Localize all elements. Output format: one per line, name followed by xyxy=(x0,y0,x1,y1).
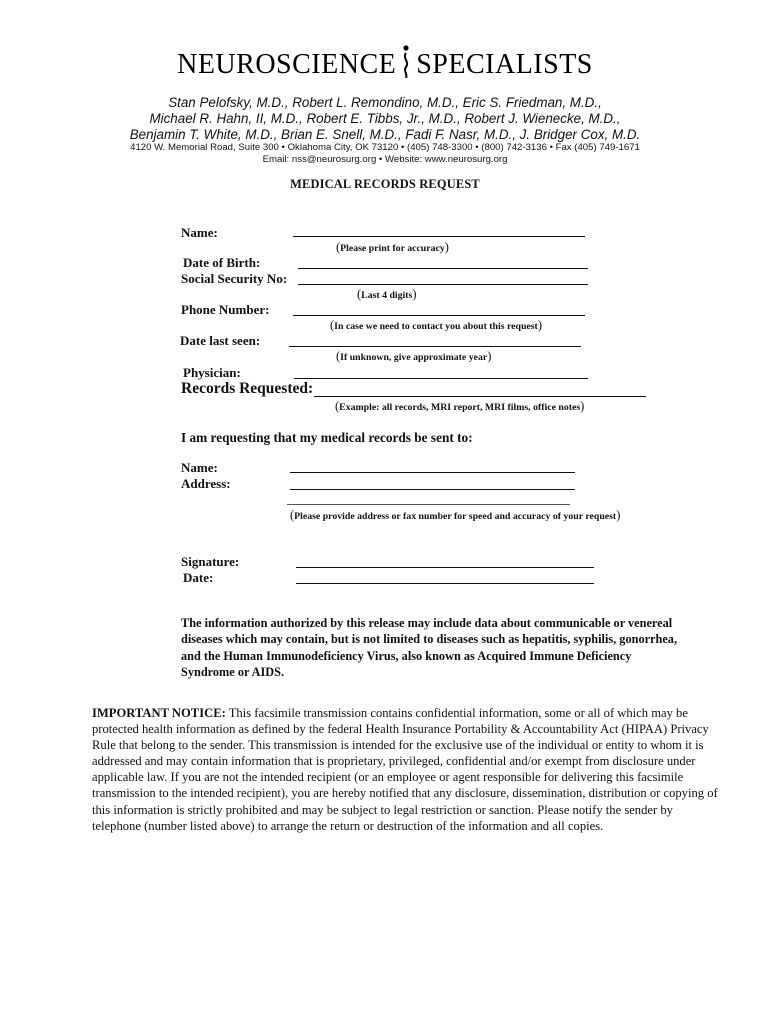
name-field[interactable] xyxy=(293,236,585,237)
logo-text-right: SPECIALISTS xyxy=(416,49,593,80)
date-field[interactable] xyxy=(296,583,594,584)
letterhead-logo xyxy=(0,48,770,82)
spine-logo-icon xyxy=(400,44,412,78)
date-label: Date: xyxy=(183,570,214,585)
disclosure-text: The information authorized by this release may include data about communicable or venereal diseases which may contain, but is not limited to diseases such as hepatitis, syphilis, gonorrhea, and the Human Immunodeficiency Virus, also known as Acquired Immune Deficiency Syndrome or AIDS. xyxy=(181,616,678,679)
doctor-line-3: Benjamin T. White, M.D., Brian E. Snell, M.D., Fadi F. Nasr, M.D., J. Bridger Cox, M.D. xyxy=(129,127,641,142)
notice-heading: IMPORTANT NOTICE: xyxy=(92,706,226,720)
signature-field[interactable] xyxy=(296,567,594,568)
name-hint: (Please print for accuracy) xyxy=(336,240,449,254)
dob-label: Date of Birth: xyxy=(183,255,261,270)
physician-label: Physician: xyxy=(183,365,241,380)
last-seen-hint: (If unknown, give approximate year) xyxy=(336,349,492,363)
last-seen-field[interactable] xyxy=(289,346,581,347)
doctor-line-2: Michael R. Hahn, II, M.D., Robert E. Tibbs, Jr., M.D., Robert J. Wienecke, M.D., xyxy=(149,111,621,126)
contact-line: Email: nss@neurosurg.org • Website: www.neurosurg.org xyxy=(262,154,508,165)
name-label: Name: xyxy=(181,225,218,240)
phone-hint: (In case we need to contact you about this request) xyxy=(330,318,542,332)
important-notice xyxy=(92,705,722,834)
last-seen-label: Date last seen: xyxy=(180,333,261,348)
address-line: 4120 W. Memorial Road, Suite 300 • Oklahoma City, OK 73120 • (405) 748-3300 • (800) 742-3136 • Fax (405) 749-1671 xyxy=(130,142,640,153)
recipient-name-label: Name: xyxy=(181,460,218,475)
doctor-line-1: Stan Pelofsky, M.D., Robert L. Remondino, M.D., Eric S. Friedman, M.D., xyxy=(168,95,602,110)
ssn-hint: (Last 4 digits) xyxy=(357,287,417,301)
phone-label: Phone Number: xyxy=(181,302,270,317)
records-label: Records Requested: xyxy=(181,380,314,397)
send-to-heading: I am requesting that my medical records be sent to: xyxy=(181,430,473,445)
dob-field[interactable] xyxy=(298,268,588,269)
records-hint: (Example: all records, MRI report, MRI films, office notes) xyxy=(335,399,585,413)
recipient-address-label: Address: xyxy=(181,476,231,491)
form-title: MEDICAL RECORDS REQUEST xyxy=(290,177,480,191)
logo-text-left: NEUROSCIENCE xyxy=(177,49,397,80)
signature-label: Signature: xyxy=(181,554,240,569)
address-hint: (Please provide address or fax number for speed and accuracy of your request) xyxy=(290,508,621,522)
phone-field[interactable] xyxy=(293,315,585,316)
physician-field[interactable] xyxy=(294,378,588,379)
recipient-name-field[interactable] xyxy=(290,472,575,473)
recipient-address-field-1[interactable] xyxy=(290,489,575,490)
records-field[interactable] xyxy=(314,396,646,397)
notice-body: This facsimile transmission contains confidential information, some or all of which may be protected health information as defined by the federal Health Insurance Portability & Accountability Act (HIPAA) Privacy Rule that belong to the sender. This transmission is intended for the exclusive use of the individual or entity to whom it is addressed and may contain information that is proprietary, privileged, confidential and/or exempt from disclosure under applicable law. If you are not the intended recipient (or an employee or agent responsible for delivering this facsimile transmission to the intended recipient), you are hereby notified that any disclosure, dissemination, distribution or copying of this information is strictly prohibited and may be subject to legal restriction or sanction. Please notify the sender by telephone (number listed above) to arrange the return or destruction of the information and all copies. xyxy=(92,706,718,833)
ssn-field[interactable] xyxy=(298,284,588,285)
recipient-address-field-2[interactable] xyxy=(287,504,570,505)
ssn-label: Social Security No: xyxy=(181,271,288,286)
